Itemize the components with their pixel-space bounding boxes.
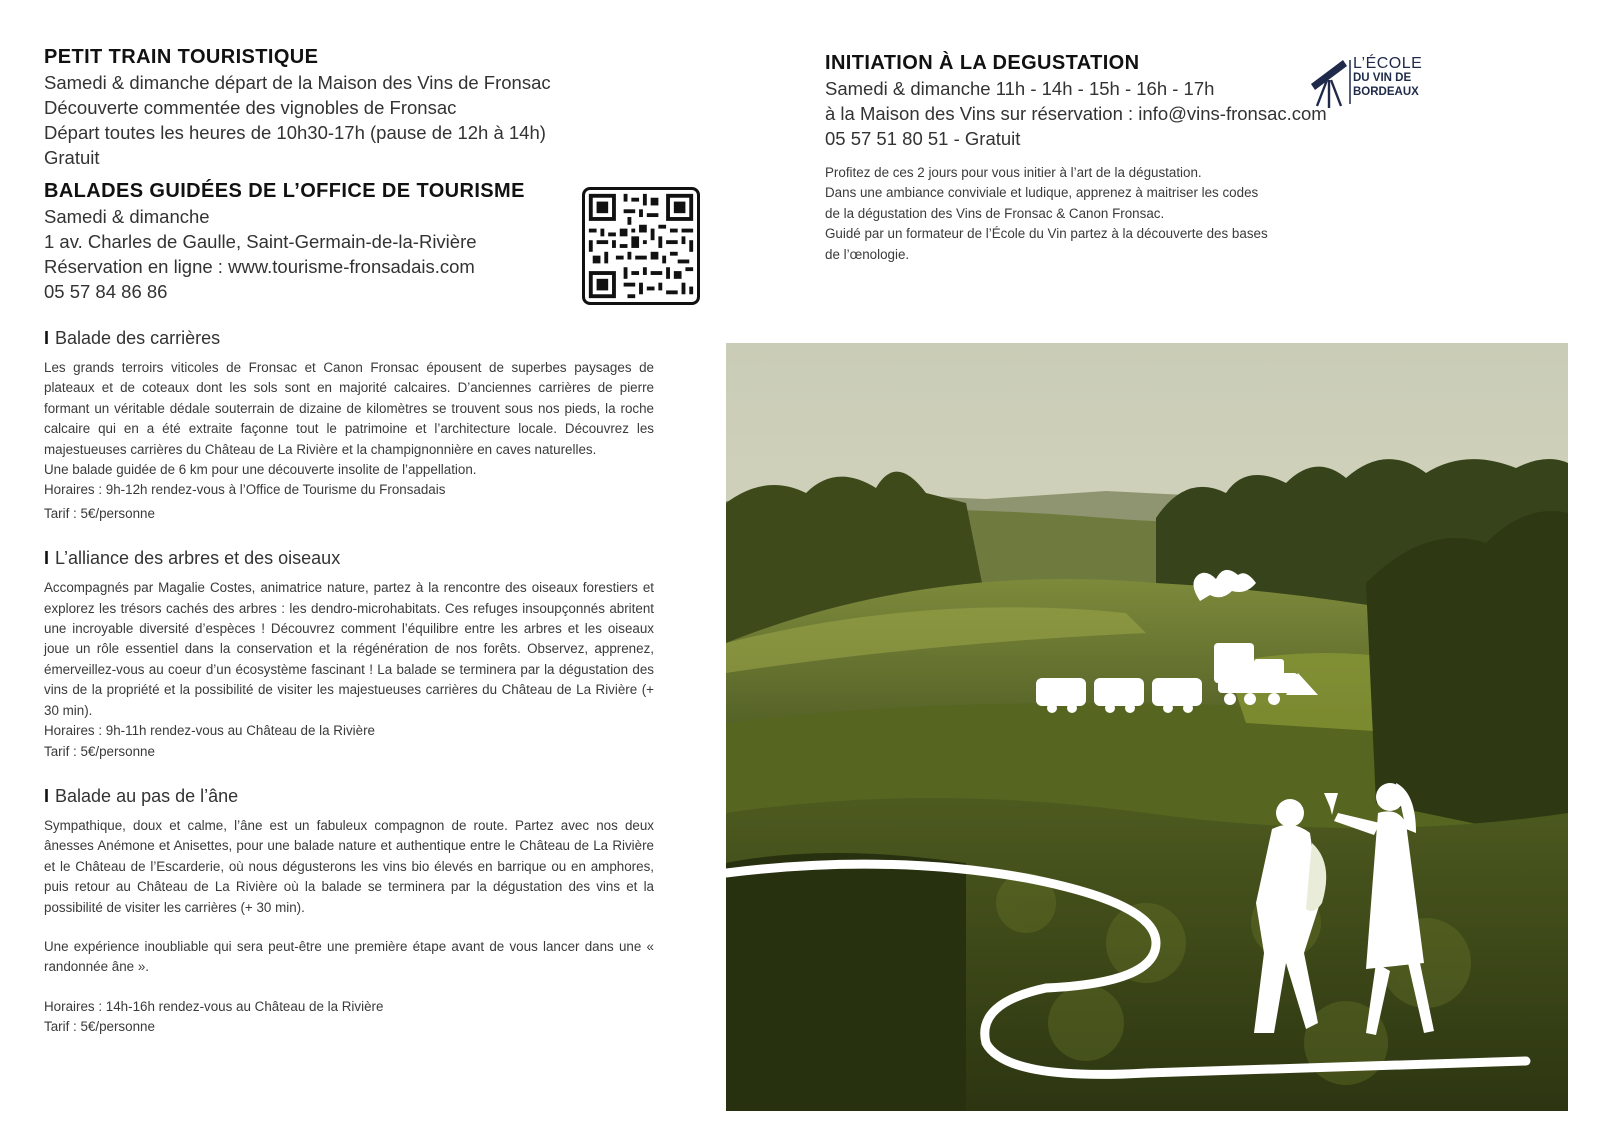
section-pas-de-l-ane [44, 784, 654, 1038]
ane-price: Tarif : 5€/personne [44, 1019, 155, 1035]
degustation-line-1: Samedi & dimanche 11h - 14h - 15h - 16h - 17h [825, 78, 1215, 99]
vineyard-photo [726, 343, 1568, 1111]
qr-code[interactable] [582, 187, 700, 305]
logo-line-1: L’ÉCOLE [1353, 55, 1423, 72]
degustation-body-line-4: Guidé par un formateur de l’École du Vin partez à la découverte des bases [825, 226, 1268, 242]
degustation-body [825, 163, 1565, 265]
carrieres-hours: Horaires : 9h-12h rendez-vous à l’Office de Tourisme du Fronsadais [44, 482, 446, 498]
degustation-body-line-5: de l’œnologie. [825, 246, 910, 262]
bar-marker: I [44, 785, 50, 806]
ane-body: Sympathique, doux et calme, l’âne est un fabuleux compagnon de route. Partez avec nos deux ânesses Anémone et Anisettes, pour une balade nature et authentique entre le Château de La Rivière et le Château de l’Escarderie, où nous dégusterons les vins bio élevés en barrique ou en amphores, puis retour au Château de La Rivière où la balade se terminera par la dégustation des vins et la possibilité de visiter les carrières (+ 30 min). [44, 817, 654, 915]
section-arbres-oiseaux [44, 546, 654, 762]
section-balades-guidees [44, 178, 654, 304]
section-balade-carrieres [44, 326, 654, 524]
section-title: PETIT TRAIN TOURISTIQUE [44, 46, 319, 68]
section-petit-train [44, 44, 654, 170]
section-title: INITIATION À LA DEGUSTATION [825, 52, 1140, 74]
bar-marker: I [44, 328, 50, 348]
subsection-title [44, 326, 654, 350]
degustation-line-2: à la Maison des Vins sur réservation : info@vins-fronsac.com [825, 103, 1327, 124]
balades-line-2: 1 av. Charles de Gaulle, Saint-Germain-de-la-Rivière [44, 231, 477, 252]
train-line-2: Découverte commentée des vignobles de Fronsac [44, 97, 457, 118]
train-line-3: Départ toutes les heures de 10h30-17h (pause de 12h à 14h) [44, 122, 546, 143]
arbres-body: Accompagnés par Magalie Costes, animatrice nature, partez à la rencontre des oiseaux forestiers et explorez les trésors cachés des arbres : les dendro-microhabitats. Ces refuges insoupçonnés abritent une incroyable diversité d’espèces ! Découvrez comment l’équilibre entre les arbres et les oiseaux joue un rôle essentiel dans la conservation et la régénération de nos forêts. Observez, apprenez, émerveillez-vous au coeur d’un écosystème fascinant ! La balade se terminera par la dégustation des vins de la propriété et la possibilité de visiter les majestueuses carrières du Château de La Rivière (+ 30 min). [44, 580, 654, 718]
carrieres-price: Tarif : 5€/personne [44, 505, 155, 521]
right-column [825, 50, 1565, 265]
carrieres-line-1: Une balade guidée de 6 km pour une découverte insolite de l’appellation. [44, 462, 477, 478]
degustation-body-line-2: Dans une ambiance conviviale et ludique, apprenez à maitriser les codes [825, 185, 1259, 201]
balades-line-4: 05 57 84 86 86 [44, 281, 168, 302]
carrieres-body: Les grands terroirs viticoles de Fronsac et Canon Fronsac épousent de superbes paysages de plateaux et de coteaux dont les sols sont en majorité calcaires. D’anciennes carrières de pierre formant un véritable dédale souterrain de dizaine de kilomètres se trouvent sous nos pieds, la roche calcaire qui en a été extraite façonne tout le patrimoine et l’architecture locale. Découvrez les majestueuses carrières du Château de La Rivière et la champignonnière en caves naturelles. [44, 360, 654, 457]
logo-line-3: BORDEAUX [1353, 86, 1419, 98]
bar-marker: I [44, 548, 50, 569]
train-line-1: Samedi & dimanche départ de la Maison des Vins de Fronsac [44, 72, 551, 93]
subsection-title [44, 784, 654, 808]
section-title: BALADES GUIDÉES DE L’OFFICE DE TOURISME [44, 180, 525, 202]
left-column [44, 44, 654, 1038]
vineyard-landscape [726, 343, 1568, 1111]
logo-line-2: DU VIN DE [1353, 72, 1412, 84]
balades-line-3: Réservation en ligne : www.tourisme-fronsadais.com [44, 256, 475, 277]
balades-line-1: Samedi & dimanche [44, 206, 210, 227]
section-initiation-degustation [825, 50, 1565, 265]
ane-hours: Horaires : 14h-16h rendez-vous au Château de la Rivière [44, 998, 384, 1014]
arbres-hours: Horaires : 9h-11h rendez-vous au Château de la Rivière [44, 723, 375, 739]
arbres-price: Tarif : 5€/personne [44, 743, 155, 759]
subsection-title-text: L’alliance des arbres et des oiseaux [55, 548, 341, 569]
degustation-body-line-3: de la dégustation des Vins de Fronsac & Canon Fronsac. [825, 205, 1165, 221]
qr-code-icon [585, 190, 697, 302]
degustation-body-line-1: Profitez de ces 2 jours pour vous initier à l’art de la dégustation. [825, 165, 1202, 180]
subsection-title-text: Balade au pas de l’âne [55, 785, 239, 806]
ane-body-2: Une expérience inoubliable qui sera peut-être une première étape avant de vous lancer dans une « randonnée âne ». [44, 938, 654, 975]
subsection-title-text: Balade des carrières [55, 328, 221, 348]
degustation-line-3: 05 57 51 80 51 - Gratuit [825, 128, 1021, 149]
subsection-title [44, 546, 654, 570]
train-line-4: Gratuit [44, 147, 100, 168]
ecole-du-vin-logo [1353, 57, 1422, 99]
